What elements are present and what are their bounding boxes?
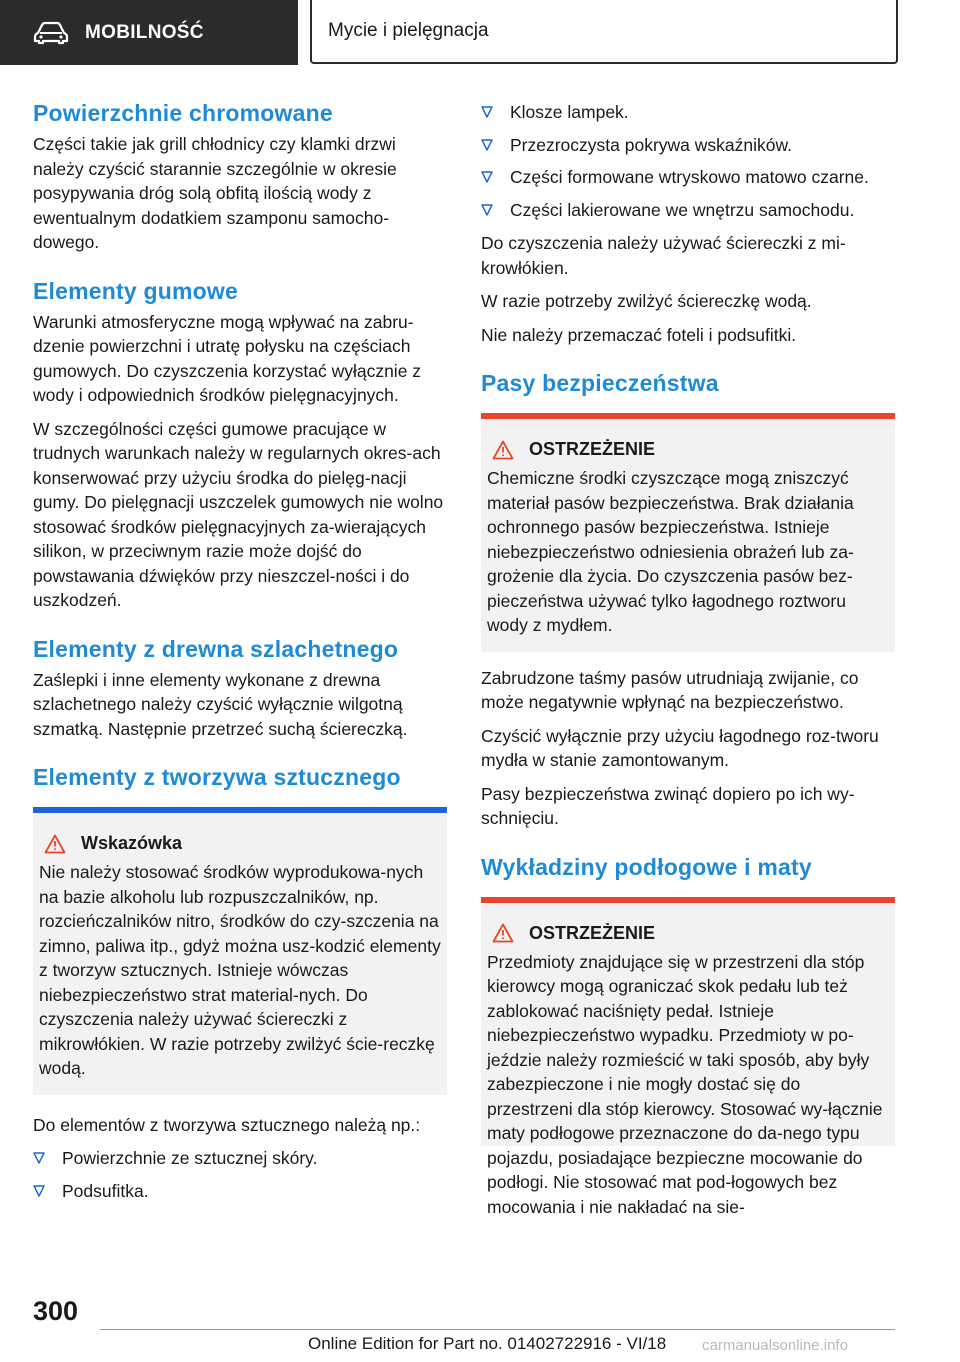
paragraph-plastic-intro: Do elementów z tworzywa sztucznego należą np.:	[33, 1114, 421, 1135]
triangle-bullet-icon	[481, 204, 493, 216]
paragraph-belts-3: Pasy bezpieczeństwa zwinąć dopiero po ich wy-schnięciu.	[481, 783, 855, 828]
paragraph-wood: Zaślepki i inne elementy wykonane z drewna szlachetnego należy czyścić wyłącznie wilgotną szmatką. Następnie przetrzeć suchą ściereczką.	[33, 669, 408, 739]
chapter-title: Mycie i pielęgnacja	[328, 20, 489, 41]
list-item: Części lakierowane we wnętrzu samochodu.	[481, 198, 895, 223]
paragraph-chrome: Części takie jak grill chłodnicy czy klamki drzwi należy czyścić starannie szczególnie w okresie posypywania dróg solą obfitą ilością wody z ewentualnym dodatkiem szamponu samocho-dowego.	[33, 134, 397, 252]
warning-triangle-icon	[492, 923, 514, 943]
warning-label: OSTRZEŻENIE	[529, 439, 656, 459]
note-box	[33, 807, 447, 1095]
list-item: Przezroczysta pokrywa wskaźników.	[481, 133, 895, 158]
section-tab	[0, 0, 298, 65]
footer-rule	[100, 1329, 895, 1330]
triangle-bullet-icon	[481, 139, 493, 151]
paragraph-microfiber: Do czyszczenia należy używać ściereczki z mi-krowłókien.	[481, 233, 846, 278]
warning-text: Chemiczne środki czyszczące mogą zniszczyć materiał pasów bezpieczeństwa. Brak działania ochronnego pasów bezpieczeństwa. Istnieje niebezpieczeństwo odniesienia obrażeń lub za-grożenie dla życia. Do czyszczenia pasów bez-pieczeństwa używać tylko łagodnego roztworu wody z mydłem.	[487, 468, 854, 635]
heading-belts: Pasy bezpieczeństwa	[481, 370, 719, 396]
warning-box-belts	[481, 413, 895, 652]
paragraph-moisten: W razie potrzeby zwilżyć ściereczkę wodą.	[481, 291, 812, 311]
edition-info: Online Edition for Part no. 01402722916 - VI/18	[308, 1334, 667, 1353]
heading-rubber: Elementy gumowe	[33, 277, 238, 304]
right-column	[481, 100, 895, 1217]
paragraph-no-soak: Nie należy przemaczać foteli i podsufitki.	[481, 324, 797, 345]
triangle-bullet-icon	[33, 1185, 45, 1197]
section-title: MOBILNOŚĆ	[85, 21, 204, 43]
car-icon	[34, 22, 68, 44]
heading-chrome: Powierzchnie chromowane	[33, 100, 333, 126]
watermark: carmanualsonline.info	[702, 1337, 848, 1354]
warning-label: OSTRZEŻENIE	[529, 922, 656, 943]
page-number: 300	[33, 1296, 79, 1326]
warning-text: Przedmioty znajdujące się w przestrzeni dla stóp kierowcy mogą ograniczać skok pedału lub też zablokować naciśnięty pedał. Istnieje niebezpieczeństwo wypadku. Przedmioty w po-jeździe należy rozmieścić w taki sposób, aby były zabezpieczone i nie mogły dostać się do przestrzeni dla stóp kierowcy. Stosować wy-łącznie maty podłogowe przeznaczone do da-nego typu pojazdu, posiadające bezpieczne mocowanie do podłogi. Nie stosować mat pod-łogowych bez mocowania i nie nakładać na sie-	[487, 951, 883, 1217]
list-item: Klosze lampek.	[481, 100, 895, 125]
warning-box-mats	[481, 897, 895, 1217]
list-item: Podsufitka.	[33, 1179, 447, 1204]
note-text: Nie należy stosować środków wyprodukowa-nych na bazie alkoholu lub rozpuszczalników, np. rozcieńczalników nitro, środków do czy-szczenia na zimno, paliwa itp., gdyż można usz-kodzić elementy z tworzyw sztucznych. Istnieje wówczas niebezpieczeństwo strat material-nych. Do czyszczenia należy używać ściereczki z mikrowłókien. W razie potrzeby zwilżyć ście-reczkę wodą.	[39, 862, 441, 1078]
list-item: Powierzchnie ze sztucznej skóry.	[33, 1146, 447, 1171]
heading-wood: Elementy z drewna szlachetnego	[33, 635, 399, 662]
heading-mats: Wykładziny podłogowe i maty	[481, 853, 812, 880]
note-label: Wskazówka	[81, 833, 183, 853]
plastic-list-left	[33, 1146, 447, 1203]
plastic-list-right	[481, 100, 895, 222]
paragraph-rubber-2: W szczególności części gumowe pracujące w trudnych warunkach należy w regularnych okres-ach konserwować przy użyciu środka do pielęg-nacji gumy. Do pielęgnacji uszczelek gumowych nie wolno stosować środków pielęgnacyjnych za-wierających silikon, w przeciwnym razie może dojść do powstawania dźwięków przy nieszczel-ności i do uszkodzeń.	[33, 418, 444, 610]
heading-plastic: Elementy z tworzywa sztucznego	[33, 764, 401, 790]
warning-triangle-icon	[492, 440, 514, 460]
triangle-bullet-icon	[481, 171, 493, 183]
left-column	[33, 100, 447, 1212]
triangle-bullet-icon	[33, 1152, 45, 1164]
paragraph-rubber-1: Warunki atmosferyczne mogą wpływać na zabru-dzenie powierzchni i utratę połysku na częściach gumowych. Do czyszczenia korzystać wyłącznie z wody i odpowiednich środków pielęgnacyjnych.	[33, 311, 422, 405]
warning-triangle-icon	[44, 834, 66, 854]
list-item: Części formowane wtryskowo matowo czarne.	[481, 165, 895, 190]
paragraph-belts-2: Czyścić wyłącznie przy użyciu łagodnego roz-tworu mydła w stanie zamontowanym.	[481, 725, 879, 770]
paragraph-belts-1: Zabrudzone taśmy pasów utrudniają zwijanie, co może negatywnie wpłynąć na bezpieczeństwo.	[481, 667, 859, 712]
chapter-header	[310, 0, 898, 64]
triangle-bullet-icon	[481, 106, 493, 118]
